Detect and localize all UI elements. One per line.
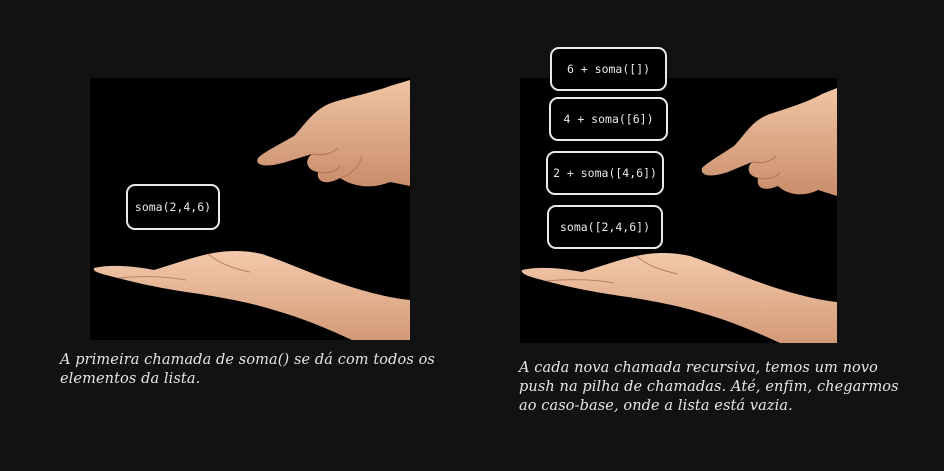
stack-frame-bottom: soma([2,4,6]) [547,205,663,249]
caption-text: A primeira chamada de soma() se dá com todos os elementos da lista. [60,352,435,387]
panel-recursive-calls [472,0,944,471]
caption-text: A cada nova chamada recursiva, temos um novo push na pilha de chamadas. Até, enfim, chegarmos ao caso-base, onde a lista está vazia. [519,360,899,414]
call-box: soma(2,4,6) [126,184,220,230]
pointing-hand-icon [257,80,410,186]
pointing-hand-icon [702,88,837,196]
stack-frame: 2 + soma([4,6]) [546,151,664,195]
hands-scene [90,78,410,340]
open-palm-icon [522,253,837,343]
stack-frame-top: 6 + soma([]) [550,47,667,91]
open-palm-icon [94,251,410,340]
stack-frame: 4 + soma([6]) [549,97,668,141]
